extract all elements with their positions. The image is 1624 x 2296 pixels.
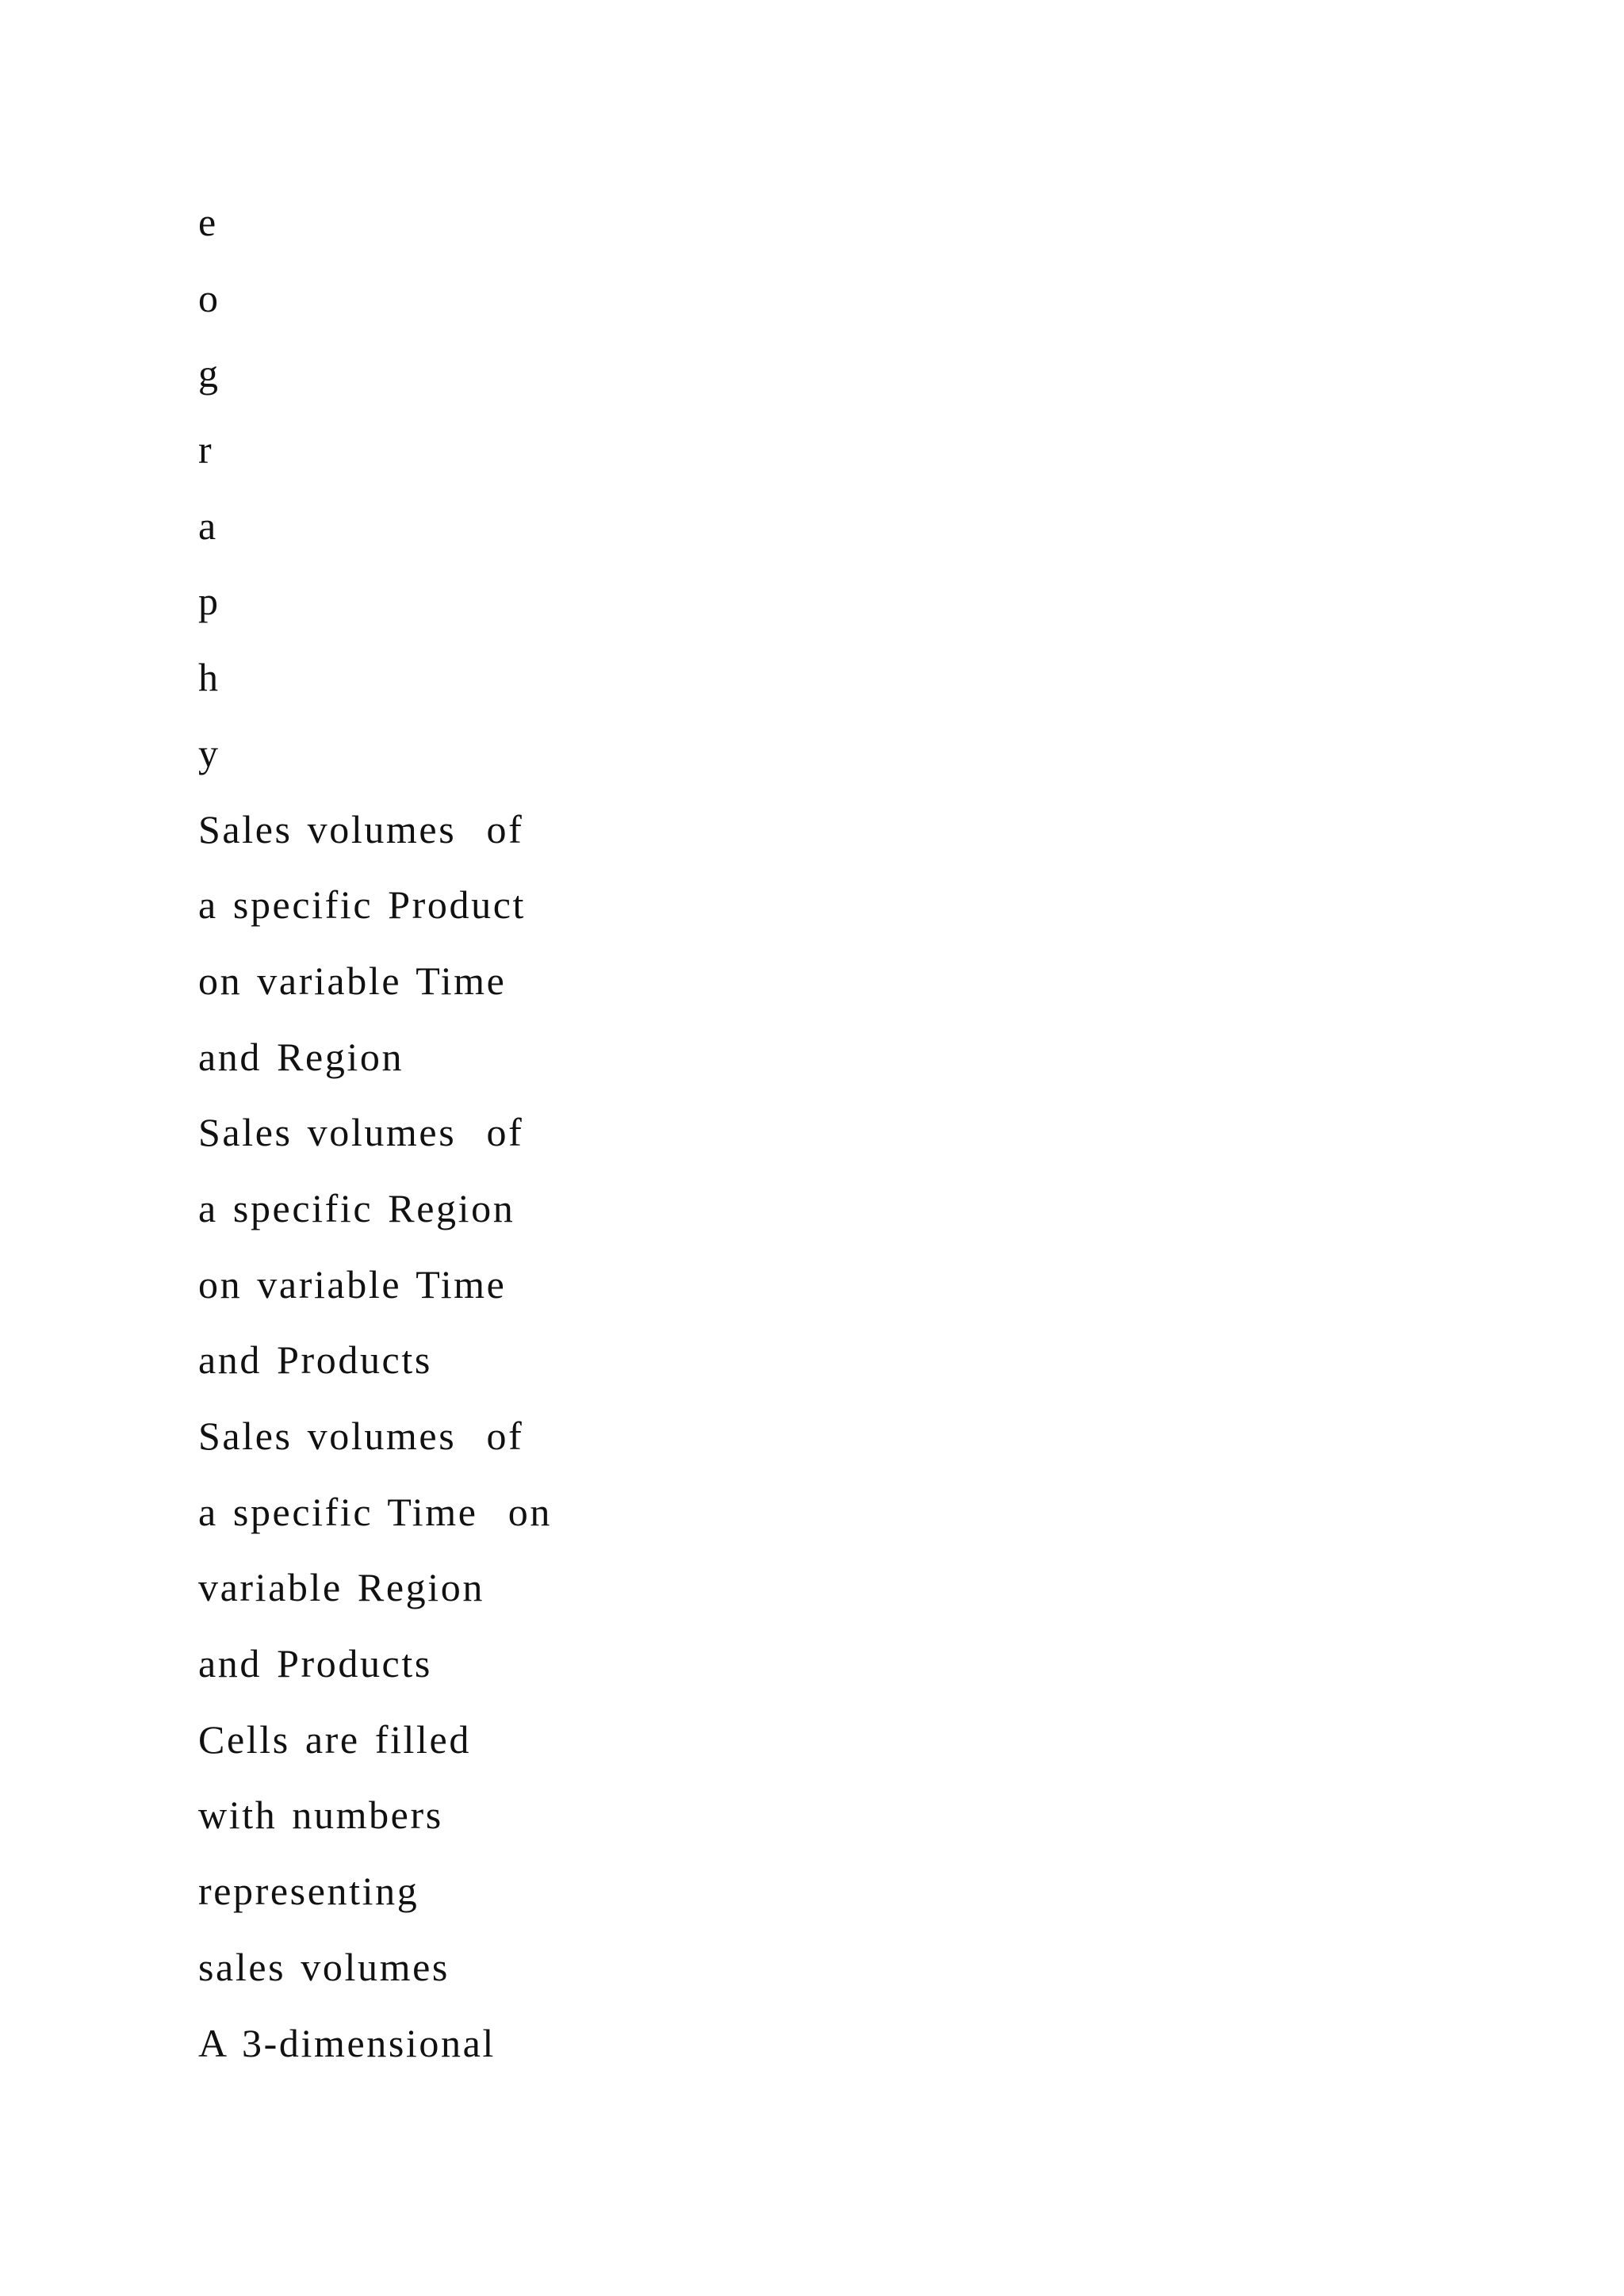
text-line: and Region xyxy=(198,1034,404,1079)
text-line: Sales volumes of xyxy=(198,1414,524,1458)
text-line: Sales volumes of xyxy=(198,1110,524,1155)
text-line: variable Region xyxy=(198,1565,485,1610)
text-line: on variable Time xyxy=(198,1261,507,1307)
text-line: p xyxy=(198,579,220,624)
text-line: on variable Time xyxy=(198,958,507,1003)
text-line: A 3-dimensional xyxy=(198,2020,496,2065)
text-line: Sales volumes of xyxy=(198,806,524,851)
text-line: g xyxy=(198,351,220,396)
text-line: and Products xyxy=(198,1641,432,1686)
text-line: a specific Product xyxy=(198,882,527,928)
text-line: a xyxy=(198,503,218,548)
text-line: e xyxy=(198,200,218,244)
text-line: with numbers xyxy=(198,1793,443,1838)
text-line: a specific Time on xyxy=(198,1489,552,1534)
text-line: r xyxy=(198,427,214,473)
text-line: o xyxy=(198,275,220,320)
text-line: and Products xyxy=(198,1337,432,1383)
text-line: Cells are filled xyxy=(198,1716,471,1762)
text-line: h xyxy=(198,655,220,700)
text-column xyxy=(198,197,552,2093)
text-line: sales volumes xyxy=(198,1944,450,1989)
text-line: representing xyxy=(198,1869,419,1914)
text-line: a specific Region xyxy=(198,1185,515,1230)
text-line: y xyxy=(198,730,220,775)
